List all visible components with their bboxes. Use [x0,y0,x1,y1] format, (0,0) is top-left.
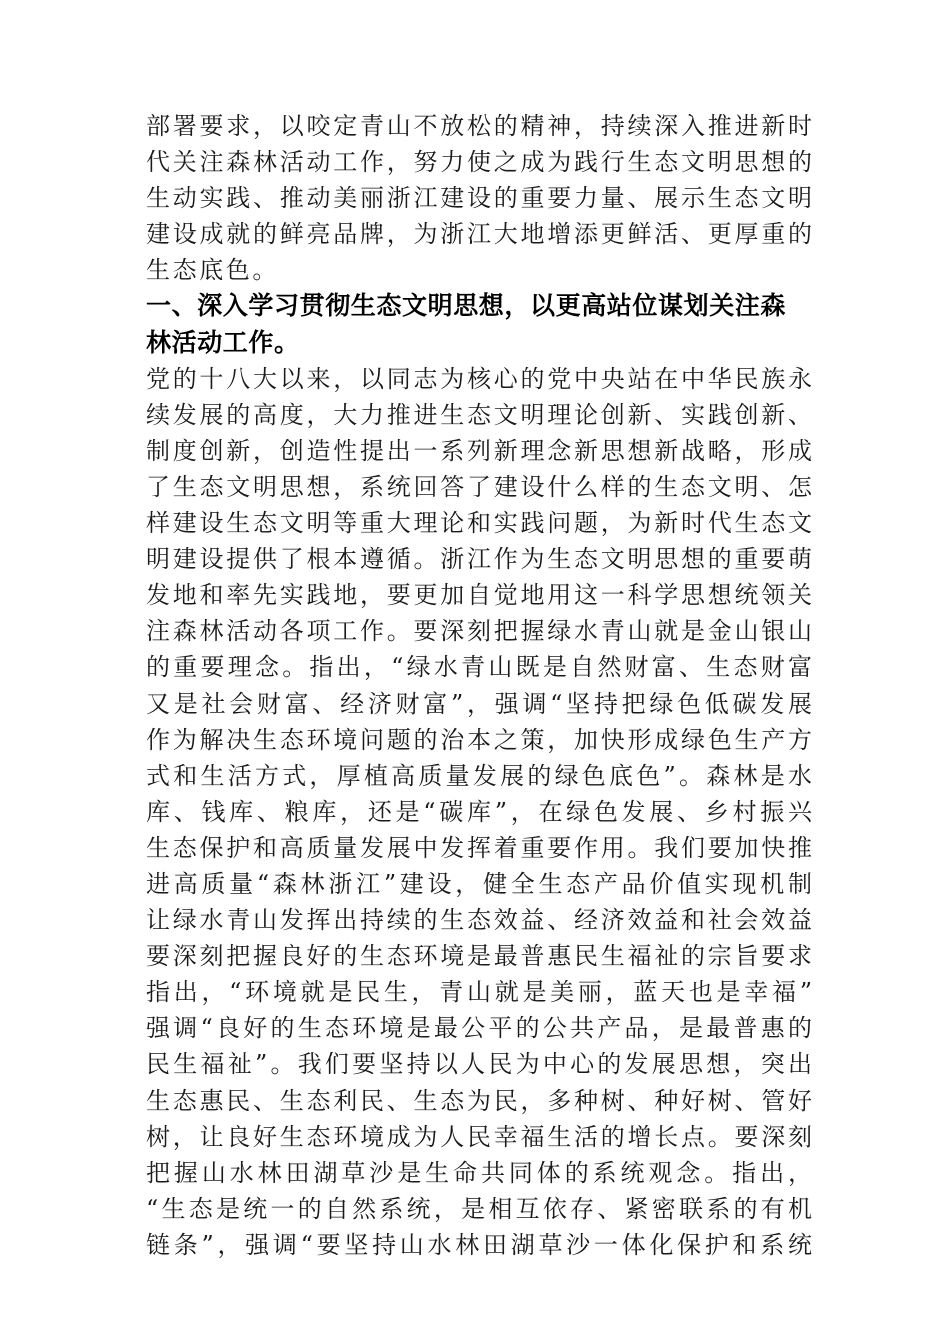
text-line: 进高质量“森林浙江”建设，健全生态产品价值实现机制 [146,869,812,898]
text-line: 发地和率先实践地，要更加自觉地用这一科学思想统领关 [146,581,812,610]
text-line: 式和生活方式，厚植高质量发展的绿色底色”。森林是水 [146,761,812,790]
text-line: 建设成就的鲜亮品牌，为浙江大地增添更鲜活、更厚重的 [146,220,812,249]
text-line: 库、钱库、粮库，还是“碳库”，在绿色发展、乡村振兴 [146,797,812,826]
text-line: 生态惠民、生态利民、生态为民，多种树、种好树、管好 [146,1086,812,1115]
text-line: “生态是统一的自然系统，是相互依存、紧密联系的有机 [146,1194,812,1223]
text-line: 代关注森林活动工作，努力使之成为践行生态文明思想的 [146,148,812,177]
text-line: 了生态文明思想，系统回答了建设什么样的生态文明、怎 [146,472,812,501]
text-line: 生态底色。 [146,256,279,285]
text-line: 生动实践、推动美丽浙江建设的重要力量、展示生态文明 [146,184,812,213]
text-line: 把握山水林田湖草沙是生命共同体的系统观念。指出， [146,1158,812,1187]
text-line: 明建设提供了根本遵循。浙江作为生态文明思想的重要萌 [146,545,812,574]
text-line: 续发展的高度，大力推进生态文明理论创新、实践创新、 [146,400,812,429]
text-line: 作为解决生态环境问题的治本之策，加快形成绿色生产方 [146,725,812,754]
text-line: 要深刻把握良好的生态环境是最普惠民生福祉的宗旨要求 [146,942,812,971]
body-paragraph [146,361,812,1263]
text-line: 生态保护和高质量发展中发挥着重要作用。我们要加快推 [146,833,812,862]
text-line: 指出，“环境就是民生，青山就是美丽，蓝天也是幸福” [146,978,812,1007]
text-line: 制度创新，创造性提出一系列新理念新思想新战略，形成 [146,436,812,465]
text-line: 党的十八大以来，以同志为核心的党中央站在中华民族永 [146,364,812,393]
text-line: 强调“良好的生态环境是最公平的公共产品，是最普惠的 [146,1014,812,1043]
heading-line: 一、深入学习贯彻生态文明思想，以更高站位谋划关注森 [146,291,787,321]
heading-line: 林活动工作。 [146,327,300,357]
document-body [146,108,812,1263]
text-line: 的重要理念。指出，“绿水青山既是自然财富、生态财富 [146,653,812,682]
text-line: 部署要求，以咬定青山不放松的精神，持续深入推进新时 [146,112,812,140]
text-line: 民生福祉”。我们要坚持以人民为中心的发展思想，突出 [146,1050,812,1079]
section-heading [146,288,812,360]
text-line: 让绿水青山发挥出持续的生态效益、经济效益和社会效益 [146,906,812,935]
text-line: 样建设生态文明等重大理论和实践问题，为新时代生态文 [146,509,812,538]
text-line: 注森林活动各项工作。要深刻把握绿水青山就是金山银山 [146,617,812,646]
intro-paragraph [146,108,812,288]
text-line: 链条”，强调“要坚持山水林田湖草沙一体化保护和系统 [146,1230,812,1259]
text-line: 又是社会财富、经济财富”，强调“坚持把绿色低碳发展 [146,689,812,718]
text-line: 树，让良好生态环境成为人民幸福生活的增长点。要深刻 [146,1122,812,1151]
